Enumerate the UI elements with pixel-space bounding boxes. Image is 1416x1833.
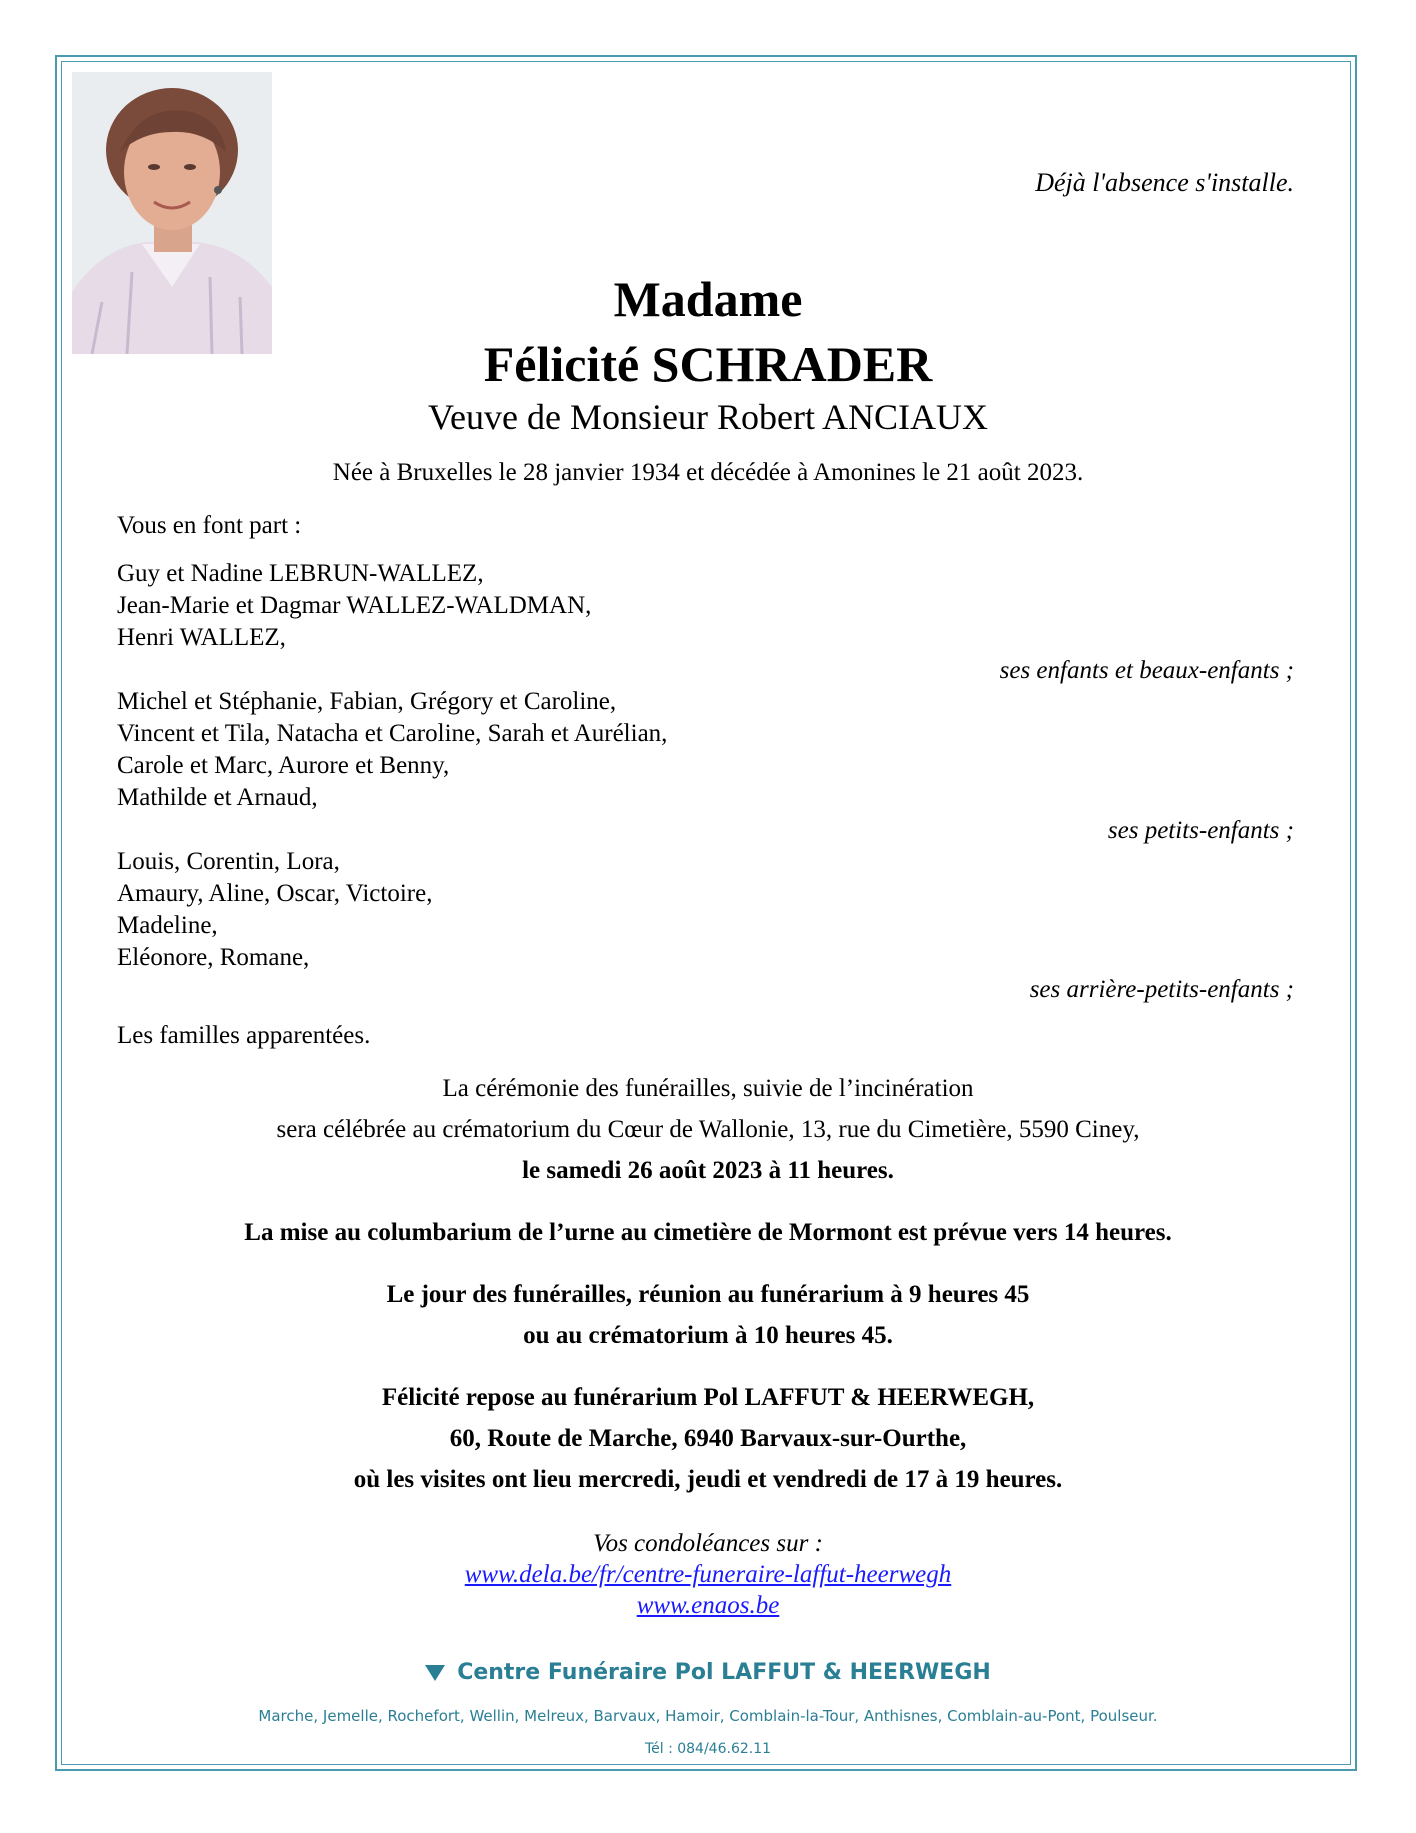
rest-line-2: 60, Route de Marche, 6940 Barvaux-sur-Ourthe,	[449, 1425, 967, 1452]
children-list	[117, 558, 591, 654]
families-text: Les familles apparentées.	[117, 1022, 371, 1049]
children-relation: ses enfants et beaux-enfants ;	[999, 657, 1294, 684]
list-item: Michel et Stéphanie, Fabian, Grégory et Caroline,	[117, 688, 617, 715]
list-item: Carole et Marc, Aurore et Benny,	[117, 752, 450, 779]
list-item: Mathilde et Arnaud,	[117, 784, 318, 811]
list-item: Madeline,	[117, 912, 218, 939]
condolences-label: Vos condoléances sur :	[593, 1530, 823, 1557]
ceremony-line-1: La cérémonie des funérailles, suivie de l’incinération	[442, 1075, 974, 1102]
columbarium-text: La mise au columbarium de l’urne au cimetière de Mormont est prévue vers 14 heures.	[244, 1219, 1172, 1246]
epigraph: Déjà l'absence s'installe.	[1035, 168, 1294, 197]
condolences-link-enaos[interactable]: www.enaos.be	[636, 1592, 780, 1619]
rest-line-1: Félicité repose au funérarium Pol LAFFUT & HEERWEGH,	[381, 1384, 1035, 1411]
great-grandchildren-list	[117, 846, 432, 974]
rest-line-3: où les visites ont lieu mercredi, jeudi et vendredi de 17 à 19 heures.	[353, 1466, 1063, 1493]
widow-of: Veuve de Monsieur Robert ANCIAUX	[428, 397, 988, 437]
ceremony-line-2: sera célébrée au crématorium du Cœur de Wallonie, 13, rue du Cimetière, 5590 Ciney,	[276, 1116, 1140, 1143]
ceremony-date: le samedi 26 août 2023 à 11 heures.	[522, 1157, 894, 1184]
meeting-line-2: ou au crématorium à 10 heures 45.	[523, 1322, 893, 1349]
list-item: Jean-Marie et Dagmar WALLEZ-WALDMAN,	[117, 592, 592, 619]
list-item: Vincent et Tila, Natacha et Caroline, Sarah et Aurélian,	[117, 720, 668, 747]
list-item: Henri WALLEZ,	[117, 624, 286, 651]
grandchildren-list	[117, 686, 667, 814]
grandchildren-relation: ses petits-enfants ;	[1107, 817, 1294, 844]
birth-death-line: Née à Bruxelles le 28 janvier 1934 et décédée à Amonines le 21 août 2023.	[332, 459, 1084, 486]
list-item: Louis, Corentin, Lora,	[117, 848, 340, 875]
title-madame: Madame	[613, 271, 803, 327]
meeting-line-1: Le jour des funérailles, réunion au funérarium à 9 heures 45	[386, 1281, 1030, 1308]
triangle-down-icon	[425, 1665, 445, 1681]
great-grandchildren-relation: ses arrière-petits-enfants ;	[1029, 976, 1294, 1003]
list-item: Eléonore, Romane,	[117, 944, 310, 971]
list-item: Amaury, Aline, Oscar, Victoire,	[117, 880, 433, 907]
funeral-home-cities: Marche, Jemelle, Rochefort, Wellin, Melreux, Barvaux, Hamoir, Comblain-la-Tour, Anthisnes, Comblain-au-Pont, Poulseur.	[258, 1707, 1158, 1725]
condolences-link-dela[interactable]: www.dela.be/fr/centre-funeraire-laffut-heerwegh	[464, 1561, 952, 1588]
funeral-home-name: Centre Funéraire Pol LAFFUT & HEERWEGH	[457, 1660, 991, 1685]
list-item: Guy et Nadine LEBRUN-WALLEZ,	[117, 560, 484, 587]
funeral-home-title	[0, 1660, 1416, 1685]
funeral-home-phone: Tél : 084/46.62.11	[644, 1741, 772, 1757]
intro-text: Vous en font part :	[117, 512, 302, 539]
deceased-name: Félicité SCHRADER	[483, 336, 933, 392]
